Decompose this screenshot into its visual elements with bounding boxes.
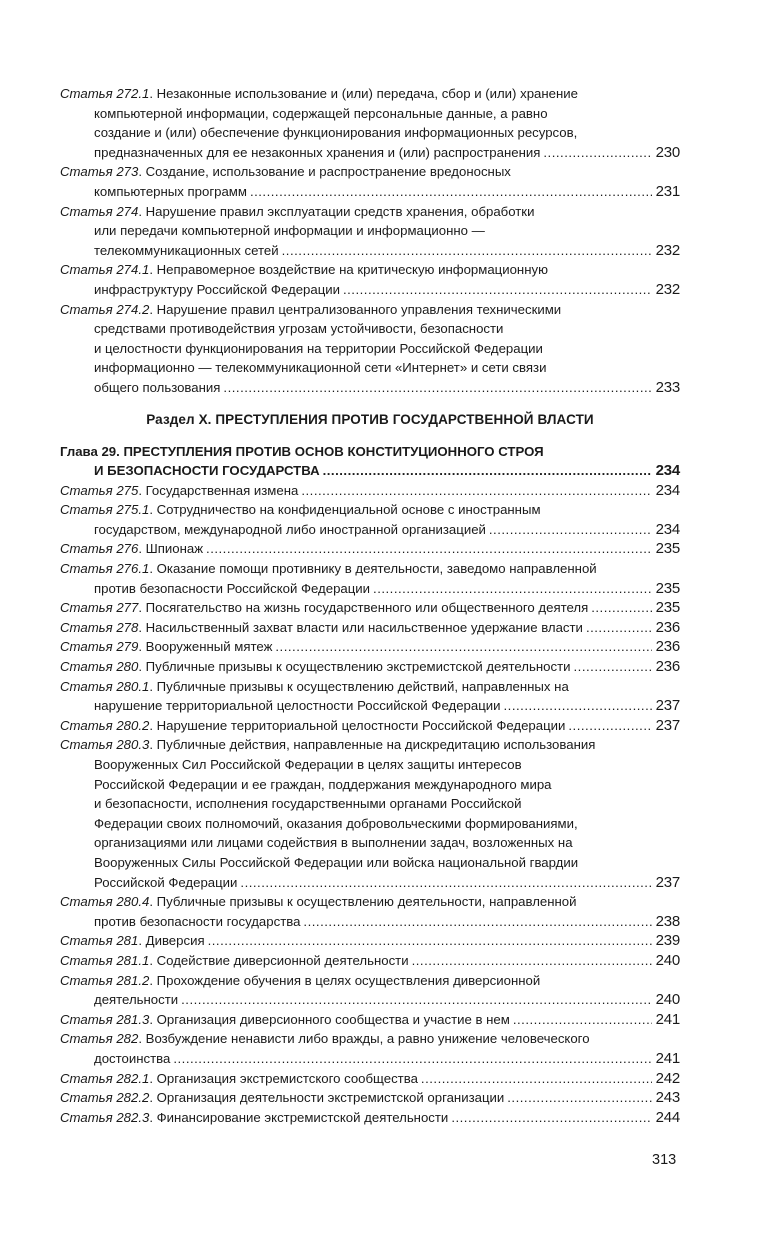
article-title-text: и безопасности, исполнения государственными органами Российской (94, 796, 522, 812)
page-ref: 234 (655, 481, 680, 499)
label-separator: . (138, 482, 146, 498)
leader-dots (343, 280, 652, 300)
article-title-text: Оказание помощи противнику в деятельности, заведомо направленной (156, 561, 597, 577)
article-title-text: Публичные действия, направленные на дискредитацию использования (156, 737, 596, 753)
page-ref: 240 (655, 951, 680, 969)
toc-entry-line (60, 241, 680, 261)
article-title-text: Неправомерное воздействие на критическую информационную (156, 262, 548, 278)
page-ref: 237 (655, 716, 680, 734)
article-title-text: средствами противодействия угрозам устойчивости, безопасности (94, 321, 504, 337)
page-ref: 239 (655, 932, 680, 950)
toc-entry-line (60, 559, 680, 579)
article-label: Статья 282.3 (60, 1109, 150, 1125)
page-number: 313 (652, 1152, 677, 1168)
leader-dots (240, 873, 651, 893)
article-label: Статья 276.1 (60, 561, 150, 577)
toc-entry[interactable] (60, 677, 680, 716)
toc-entry[interactable] (60, 162, 680, 201)
article-label: Статья 282 (60, 1031, 139, 1047)
article-label: Статья 274 (60, 203, 139, 219)
article-title-text: Публичные призывы к осуществлению действий, направленных на (156, 678, 569, 694)
article-title-text: Организация диверсионного сообщества и участие в нем (156, 1011, 510, 1027)
article-label: Статья 281 (60, 933, 139, 949)
label-separator: . (149, 502, 157, 518)
article-title-text: Возбуждение ненависти либо вражды, а равно унижение человеческого (145, 1031, 590, 1047)
article-label: Статья 281.2 (60, 972, 150, 988)
toc-entry[interactable] (60, 716, 680, 736)
article-label: Статья 282.1 (60, 1070, 150, 1086)
toc-entry[interactable] (60, 931, 680, 951)
article-title-text: Организация экстремистского сообщества (156, 1070, 418, 1086)
toc-entry[interactable] (60, 481, 680, 501)
leader-dots (323, 461, 652, 481)
toc-entry[interactable] (60, 637, 680, 657)
leader-dots (504, 696, 652, 716)
leader-dots (451, 1108, 651, 1128)
article-title-text: Федерации своих полномочий, оказания добровольческими формированиями, (94, 815, 578, 831)
page-ref: 236 (655, 618, 680, 636)
article-title-text: Сотрудничество на конфиденциальной основе с иностранным (156, 502, 541, 518)
page-ref: 232 (655, 280, 680, 298)
page-ref: 230 (655, 143, 680, 161)
toc-entry-line (60, 873, 680, 893)
toc-page (60, 84, 680, 1127)
label-separator: . (138, 659, 146, 675)
article-title-text: государством, международной либо иностранной организацией (94, 521, 486, 537)
article-title-text: предназначенных для ее незаконных хранения и (или) распространения (94, 144, 541, 160)
article-title-text: Вооруженных Сил Российской Федерации в целях защиты интересов (94, 757, 522, 772)
article-label: Статья 277 (60, 600, 139, 616)
label-separator: . (138, 541, 146, 557)
article-label: Статья 282.2 (60, 1090, 150, 1106)
article-title-text: Диверсия (145, 933, 205, 949)
page-ref: 241 (655, 1049, 680, 1067)
article-title-text: информационно — телекоммуникационной сети «Интернет» и сети связи (94, 360, 547, 376)
leader-dots (206, 539, 652, 559)
article-title-text: Шпионаж (145, 541, 204, 557)
toc-entry-line (60, 735, 680, 755)
article-title-text: Публичные призывы к осуществлению деятельности, направленной (156, 894, 577, 910)
leader-dots (489, 520, 652, 540)
toc-entry-line (60, 990, 680, 1010)
article-title-text: Организация деятельности экстремистской организации (156, 1090, 505, 1106)
page-ref: 243 (655, 1089, 680, 1107)
toc-entry-line (60, 677, 680, 697)
toc-entry-line (60, 598, 680, 618)
label-separator: . (138, 619, 146, 635)
article-title-text: Вооруженных Силы Российской Федерации или войска национальной гвардии (94, 854, 579, 870)
article-title-text: Прохождение обучения в целях осуществления диверсионной (156, 972, 541, 988)
article-title-text: Незаконные использование и (или) передача, сбор и (или) хранение (156, 86, 578, 101)
article-title-text: Нарушение правил эксплуатации средств хранения, обработки (145, 203, 535, 219)
toc-entry[interactable] (60, 598, 680, 618)
article-label: Статья 280.3 (60, 737, 150, 753)
article-title-text: Посягательство на жизнь государственного или общественного деятеля (145, 600, 589, 616)
toc-entry[interactable] (60, 657, 680, 677)
article-title-text: против безопасности Российской Федерации (94, 580, 371, 596)
label-separator: . (138, 164, 146, 180)
page-ref: 244 (655, 1108, 680, 1126)
leader-dots (303, 912, 651, 932)
leader-dots (543, 143, 651, 163)
label-separator: . (149, 1090, 157, 1106)
label-separator: . (138, 600, 146, 616)
article-title-text: или передачи компьютерной информации и информационно — (94, 223, 485, 239)
article-label: Статья 280.4 (60, 894, 150, 910)
label-separator: . (149, 262, 157, 278)
toc-entry-line (60, 221, 680, 241)
chapter-line (60, 461, 680, 481)
toc-entry[interactable] (60, 1088, 680, 1108)
toc-entry-line (60, 300, 680, 320)
toc-entry-line (60, 162, 680, 182)
toc-entry[interactable] (60, 559, 680, 598)
toc-entry[interactable] (60, 1010, 680, 1030)
leader-dots (208, 931, 652, 951)
toc-entry[interactable] (60, 84, 680, 162)
leader-dots (574, 657, 652, 677)
toc-entry-line (60, 123, 680, 143)
toc-entry-line (60, 912, 680, 932)
toc-entry[interactable] (60, 260, 680, 299)
toc-entry-line (60, 1010, 680, 1030)
label-separator: . (149, 952, 157, 968)
leader-dots (507, 1088, 651, 1108)
article-title-text: Содействие диверсионной деятельности (156, 952, 409, 968)
article-title-text: общего пользования (94, 379, 221, 395)
page-ref: 235 (655, 579, 680, 597)
article-label: Статья 281.1 (60, 952, 150, 968)
toc-entry[interactable] (60, 300, 680, 398)
article-title-text: достоинства (94, 1050, 171, 1066)
chapter-title-line-1: Глава 29. ПРЕСТУПЛЕНИЯ ПРОТИВ ОСНОВ КОНСТИТУЦИОННОГО СТРОЯ (60, 443, 544, 459)
article-title-text: против безопасности государства (94, 913, 301, 929)
article-label: Статья 280.1 (60, 678, 150, 694)
chapter-title-line-2: И БЕЗОПАСНОСТИ ГОСУДАРСТВА (94, 463, 320, 479)
section-title: Раздел X. ПРЕСТУПЛЕНИЯ ПРОТИВ ГОСУДАРСТВЕННОЙ ВЛАСТИ (146, 411, 594, 427)
leader-dots (513, 1010, 652, 1030)
article-title-text: создание и (или) обеспечение функционирования информационных ресурсов, (94, 125, 578, 141)
article-title-text: компьютерных программ (94, 183, 247, 199)
article-title-text: инфраструктуру Российской Федерации (94, 281, 340, 297)
toc-entry-line (60, 1049, 680, 1069)
toc-entry-line (60, 755, 680, 775)
page-ref: 237 (655, 873, 680, 891)
toc-entry-line (60, 520, 680, 540)
toc-entry-line (60, 716, 680, 736)
page-ref: 235 (655, 540, 680, 558)
article-label: Статья 278 (60, 619, 139, 635)
article-title-text: нарушение территориальной целостности Российской Федерации (94, 698, 501, 714)
toc-entry-line (60, 104, 680, 124)
toc-entry-line (60, 892, 680, 912)
label-separator: . (138, 639, 146, 655)
page-ref: 236 (655, 658, 680, 676)
label-separator: . (149, 894, 157, 910)
toc-entry-line (60, 657, 680, 677)
page-ref: 240 (655, 991, 680, 1009)
page-ref: 232 (655, 241, 680, 259)
toc-entry-line (60, 339, 680, 359)
article-title-text: Финансирование экстремистской деятельности (156, 1109, 449, 1125)
toc-entry-line (60, 260, 680, 280)
toc-entry[interactable] (60, 618, 680, 638)
label-separator: . (149, 86, 157, 101)
toc-entries-after (60, 481, 680, 1128)
toc-entry-line (60, 579, 680, 599)
article-label: Статья 275 (60, 482, 139, 498)
toc-entry-line (60, 143, 680, 163)
toc-entry-line (60, 481, 680, 501)
label-separator: . (149, 301, 157, 317)
article-title-text: Государственная измена (145, 482, 299, 498)
page-ref: 236 (655, 638, 680, 656)
label-separator: . (149, 561, 157, 577)
article-title-text: Создание, использование и распространение вредоносных (145, 164, 511, 180)
chapter-page: 234 (655, 462, 680, 480)
leader-dots (301, 481, 651, 501)
toc-entry[interactable] (60, 951, 680, 971)
toc-entries-before (60, 84, 680, 398)
toc-entry-line (60, 775, 680, 795)
toc-entry-line (60, 1108, 680, 1128)
article-title-text: Публичные призывы к осуществлению экстремистской деятельности (145, 659, 571, 675)
leader-dots (181, 990, 651, 1010)
label-separator: . (149, 737, 157, 753)
toc-entry-line (60, 637, 680, 657)
page-ref: 231 (655, 182, 680, 200)
leader-dots (591, 598, 651, 618)
article-label: Статья 281.3 (60, 1011, 150, 1027)
toc-entry-line (60, 853, 680, 873)
article-label: Статья 272.1 (60, 86, 150, 101)
toc-entry[interactable] (60, 1069, 680, 1089)
toc-entry[interactable] (60, 1029, 680, 1068)
toc-entry-line (60, 833, 680, 853)
article-title-text: Российской Федерации и ее граждан, поддержания международного мира (94, 776, 552, 792)
leader-dots (412, 951, 652, 971)
toc-entry-line (60, 182, 680, 202)
page-ref: 242 (655, 1069, 680, 1087)
article-title-text: телекоммуникационных сетей (94, 242, 279, 258)
article-label: Статья 276 (60, 541, 139, 557)
article-label: Статья 280 (60, 659, 139, 675)
toc-entry-line (60, 1029, 680, 1049)
toc-entry-line (60, 931, 680, 951)
article-label: Статья 280.2 (60, 717, 150, 733)
leader-dots (250, 182, 652, 202)
toc-entry-line (60, 319, 680, 339)
leader-dots (173, 1049, 651, 1069)
toc-entry-line (60, 500, 680, 520)
article-title-text: деятельности (94, 992, 179, 1008)
label-separator: . (149, 1070, 157, 1086)
leader-dots (421, 1069, 652, 1089)
label-separator: . (149, 678, 157, 694)
toc-entry-line (60, 378, 680, 398)
label-separator: . (138, 933, 146, 949)
leader-dots (282, 241, 652, 261)
leader-dots (568, 716, 651, 736)
toc-entry-line (60, 794, 680, 814)
article-title-text: Нарушение правил централизованного управления техническими (156, 301, 562, 317)
label-separator: . (149, 1011, 157, 1027)
toc-entry-line (60, 280, 680, 300)
article-label: Статья 274.2 (60, 301, 150, 317)
toc-entry[interactable] (60, 892, 680, 931)
leader-dots (223, 378, 651, 398)
toc-entry-line (60, 971, 680, 991)
toc-entry-line (60, 539, 680, 559)
toc-entry-line (60, 951, 680, 971)
chapter-line (60, 442, 680, 462)
label-separator: . (149, 717, 157, 733)
article-label: Статья 279 (60, 639, 139, 655)
toc-entry-line (60, 84, 680, 104)
page-ref: 234 (655, 520, 680, 538)
page-ref: 238 (655, 912, 680, 930)
article-title-text: Нарушение территориальной целостности Российской Федерации (156, 717, 566, 733)
leader-dots (586, 618, 652, 638)
toc-entry-line (60, 202, 680, 222)
chapter-heading (60, 442, 680, 481)
toc-entry-line (60, 696, 680, 716)
leader-dots (275, 637, 651, 657)
article-title-text: организациями или лицами содействия в выполнении задач, возложенных на (94, 835, 573, 851)
article-label: Статья 274.1 (60, 262, 150, 278)
label-separator: . (138, 1031, 146, 1047)
article-label: Статья 273 (60, 164, 139, 180)
article-title-text: Вооруженный мятеж (145, 639, 273, 655)
article-title-text: и целостности функционирования на территории Российской Федерации (94, 340, 543, 356)
toc-entry[interactable] (60, 735, 680, 892)
article-title-text: компьютерной информации, содержащей персональные данные, а равно (94, 105, 548, 121)
leader-dots (373, 579, 652, 599)
toc-entry-line (60, 814, 680, 834)
article-title-text: Насильственный захват власти или насильственное удержание власти (145, 619, 583, 635)
toc-entry[interactable] (60, 500, 680, 539)
toc-entry[interactable] (60, 539, 680, 559)
toc-entry-line (60, 1069, 680, 1089)
toc-entry-line (60, 618, 680, 638)
toc-entry[interactable] (60, 971, 680, 1010)
toc-entry-line (60, 1088, 680, 1108)
page-ref: 233 (655, 378, 680, 396)
label-separator: . (149, 972, 157, 988)
page-ref: 241 (655, 1010, 680, 1028)
label-separator: . (149, 1109, 157, 1125)
label-separator: . (138, 203, 146, 219)
toc-entry[interactable] (60, 202, 680, 261)
page-ref: 235 (655, 599, 680, 617)
page-ref: 237 (655, 697, 680, 715)
article-title-text: Российской Федерации (94, 874, 238, 890)
toc-entry-line (60, 358, 680, 378)
toc-entry[interactable] (60, 1108, 680, 1128)
article-label: Статья 275.1 (60, 502, 150, 518)
